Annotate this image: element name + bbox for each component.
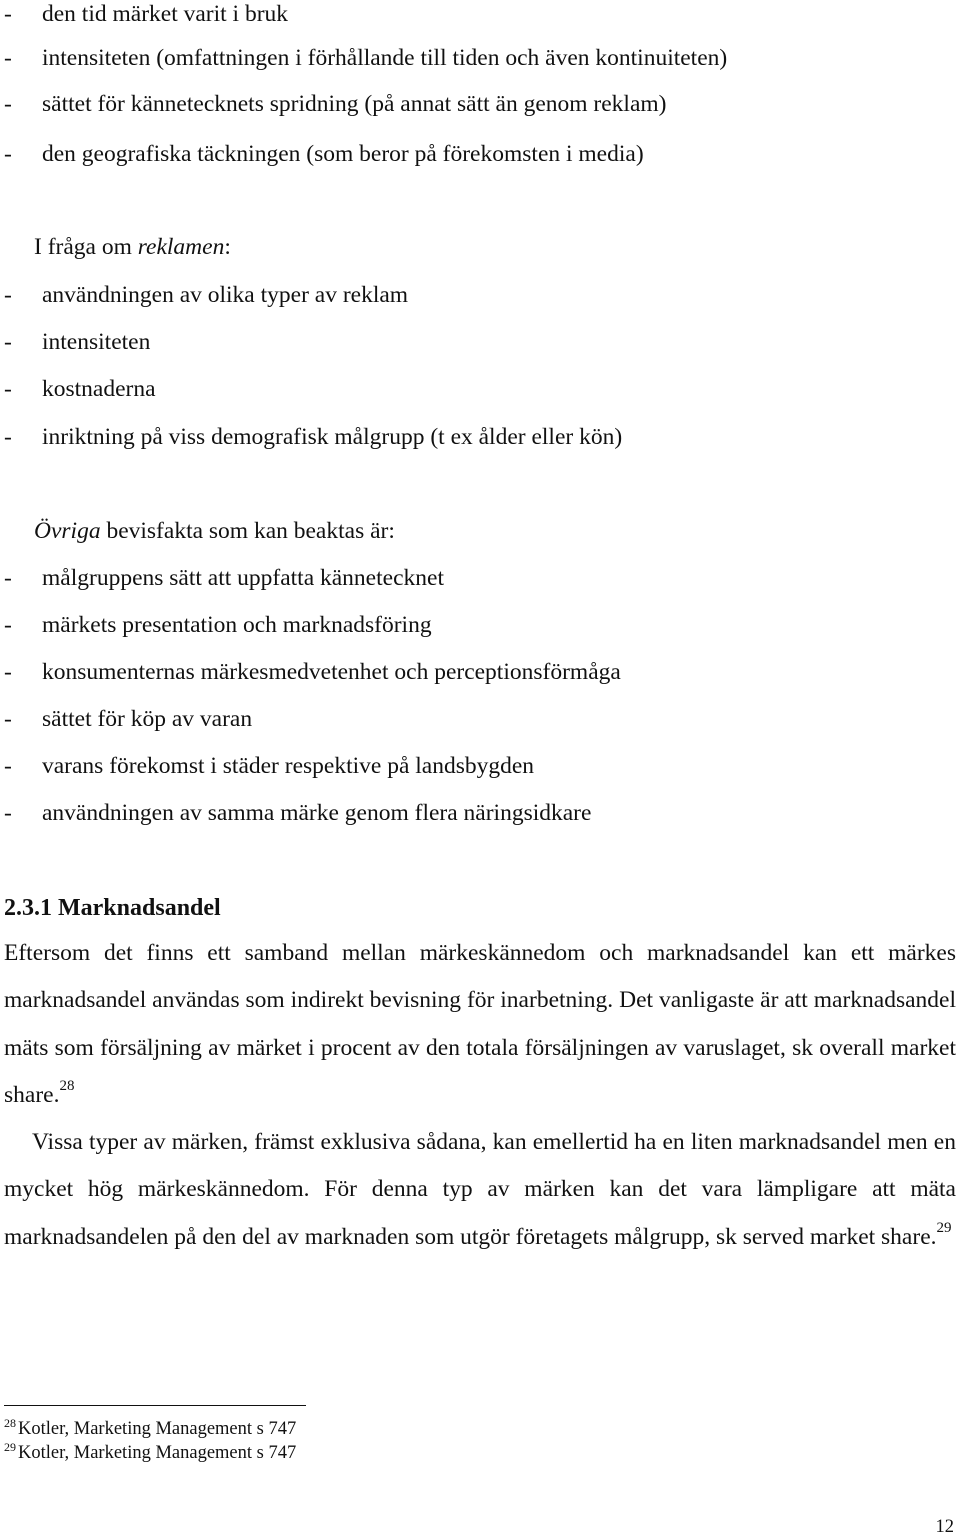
ovriga-intro: Övriga bevisfakta som kan beaktas är: (34, 518, 395, 544)
reklam-intro: I fråga om reklamen: (34, 234, 231, 260)
list-item: - sättet för kännetecknets spridning (på annat sätt än genom reklam) (4, 91, 667, 117)
list-item: - märkets presentation och marknadsföring (4, 612, 432, 638)
list-item: - användningen av samma märke genom flera näringsidkare (4, 800, 592, 826)
list-item: - målgruppens sätt att uppfatta kännetecknet (4, 565, 444, 591)
paragraph-1: Eftersom det finns ett samband mellan märkeskännedom och marknadsandel kan ett märkes marknadsandel användas som indirekt bevisning för inarbetning. Det vanligaste är att marknadsandel mäts som försäljning av märket i procent av den totala försäljningen av varuslaget, sk overall market share.$^{28}$ (4, 940, 956, 1108)
list-item: - konsumenternas märkesmedvetenhet och perceptionsförmåga (4, 659, 621, 685)
footnote-divider (4, 1405, 306, 1406)
list-item: - användningen av olika typer av reklam (4, 282, 409, 308)
list-item: - kostnaderna (4, 376, 156, 402)
footnote-ref[interactable]: 29 (936, 1219, 952, 1236)
list-item: - inriktning på viss demografisk målgrupp (t ex ålder eller kön) (4, 424, 623, 450)
list-item: - intensiteten (4, 329, 151, 355)
list-item: - intensiteten (omfattningen i förhållande till tiden och även kontinuiteten) (4, 45, 728, 71)
list-item: - sättet för köp av varan (4, 706, 253, 732)
footnote-ref[interactable]: 28 (59, 1077, 75, 1094)
list-item: - den tid märket varit i bruk (4, 1, 289, 27)
list-item: - den geografiska täckningen (som beror på förekomsten i media) (4, 141, 644, 167)
section-heading: 2.3.1 Marknadsandel (4, 895, 221, 921)
paragraph-2: Vissa typer av märken, främst exklusiva sådana, kan emellertid ha en liten marknadsandel men en mycket hög märkeskännedom. För denna typ av märken kan det vara lämpligare att mäta marknadsandelen på den del av marknaden som utgör företagets målgrupp, sk served market share.$^{29}$ (4, 1129, 956, 1250)
footnote: $^{28}$ Kotler, Marketing Management s 747 (4, 1416, 297, 1439)
list-item: - varans förekomst i städer respektive på landsbygden (4, 753, 535, 779)
page-number: 12 (935, 1517, 954, 1537)
footnote: $^{29}$ Kotler, Marketing Management s 747 (4, 1440, 297, 1463)
